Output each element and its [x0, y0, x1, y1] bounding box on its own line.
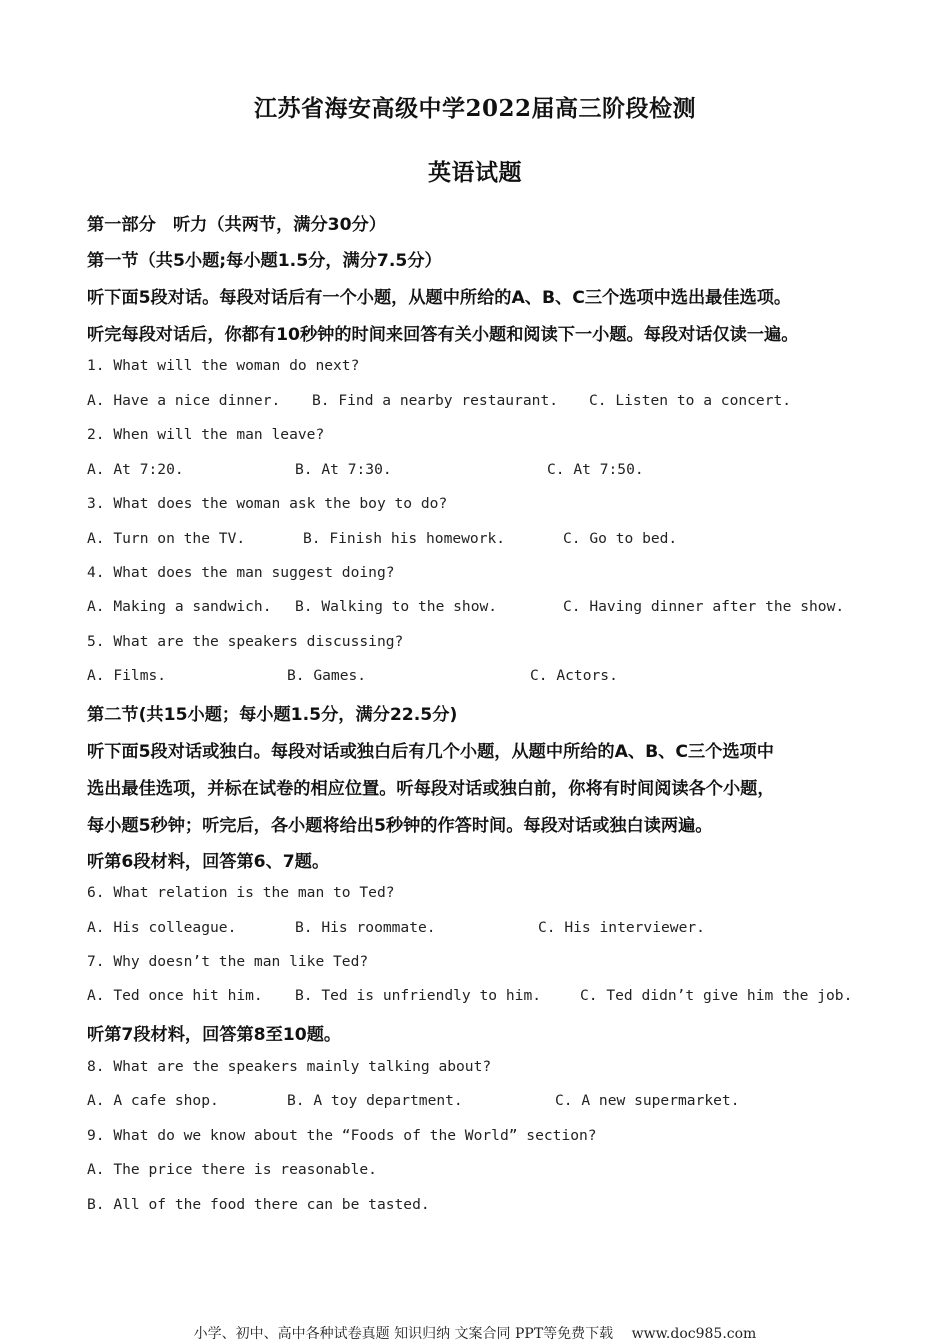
- option-a: A. The price there is reasonable.: [87, 1161, 377, 1178]
- option-b: B. All of the food there can be tasted.: [87, 1196, 430, 1213]
- option-a: A. Making a sandwich.: [87, 598, 272, 615]
- footer-banner: 小学、初中、高中各种试卷真题 知识归纳 文案合同 PPT等免费下载 www.doc985.com: [193, 1326, 757, 1342]
- option-b: B. Walking to the show.: [295, 598, 498, 615]
- option-b: B. His roommate.: [295, 919, 436, 936]
- option-b: B. Games.: [287, 667, 367, 684]
- material-6-heading: 听第6段材料，回答第6、7题。: [87, 852, 330, 872]
- option-a: A. Have a nice dinner.: [87, 392, 281, 409]
- option-b: B. Finish his homework.: [303, 530, 506, 547]
- question-4: 4. What does the man suggest doing?: [87, 564, 395, 581]
- question-2: 2. When will the man leave?: [87, 426, 325, 443]
- option-b: B. Ted is unfriendly to him.: [295, 987, 542, 1004]
- question-6: 6. What relation is the man to Ted?: [87, 884, 395, 901]
- option-b: B. At 7:30.: [295, 461, 392, 478]
- option-c: C. At 7:50.: [547, 461, 644, 478]
- option-b: B. Find a nearby restaurant.: [312, 392, 559, 409]
- option-c: C. Having dinner after the show.: [563, 598, 845, 615]
- section2-instruction-1: 听下面5段对话或独白。每段对话或独白后有几个小题，从题中所给的A、B、C三个选项中: [87, 742, 774, 762]
- section2-instruction-2: 选出最佳选项，并标在试卷的相应位置。听每段对话或独白前，你将有时间阅读各个小题，: [87, 779, 775, 799]
- option-a: A. Ted once hit him.: [87, 987, 263, 1004]
- option-c: C. Ted didn’t give him the job.: [580, 987, 853, 1004]
- question-3: 3. What does the woman ask the boy to do?: [87, 495, 448, 512]
- section2-heading: 第二节(共15小题；每小题1.5分，满分22.5分): [87, 705, 458, 725]
- option-c: C. Listen to a concert.: [589, 392, 792, 409]
- option-a: A. At 7:20.: [87, 461, 184, 478]
- option-a: A. Turn on the TV.: [87, 530, 246, 547]
- section1-instruction-1: 听下面5段对话。每段对话后有一个小题，从题中所给的A、B、C三个选项中选出最佳选项。: [87, 288, 792, 308]
- part1-heading: 第一部分 听力（共两节，满分30分）: [87, 215, 386, 235]
- section1-instruction-2: 听完每段对话后，你都有10秒钟的时间来回答有关小题和阅读下一小题。每段对话仅读一遍。: [87, 325, 799, 345]
- material-7-heading: 听第7段材料，回答第8至10题。: [87, 1025, 342, 1045]
- question-8: 8. What are the speakers mainly talking about?: [87, 1058, 492, 1075]
- option-c: C. Actors.: [530, 667, 618, 684]
- exam-title: 江苏省海安高级中学2022届高三阶段检测: [253, 95, 696, 122]
- option-c: C. His interviewer.: [538, 919, 705, 936]
- option-a: A. His colleague.: [87, 919, 237, 936]
- question-5: 5. What are the speakers discussing?: [87, 633, 404, 650]
- option-b: B. A toy department.: [287, 1092, 463, 1109]
- option-a: A. Films.: [87, 667, 167, 684]
- question-1: 1. What will the woman do next?: [87, 357, 360, 374]
- option-c: C. A new supermarket.: [555, 1092, 740, 1109]
- option-c: C. Go to bed.: [563, 530, 678, 547]
- section1-heading: 第一节（共5小题;每小题1.5分，满分7.5分）: [87, 251, 442, 271]
- question-9: 9. What do we know about the “Foods of the World” section?: [87, 1127, 597, 1144]
- option-a: A. A cafe shop.: [87, 1092, 219, 1109]
- question-7: 7. Why doesn’t the man like Ted?: [87, 953, 369, 970]
- exam-subtitle: 英语试题: [428, 159, 522, 186]
- section2-instruction-3: 每小题5秒钟；听完后，各小题将给出5秒钟的作答时间。每段对话或独白读两遍。: [87, 816, 713, 836]
